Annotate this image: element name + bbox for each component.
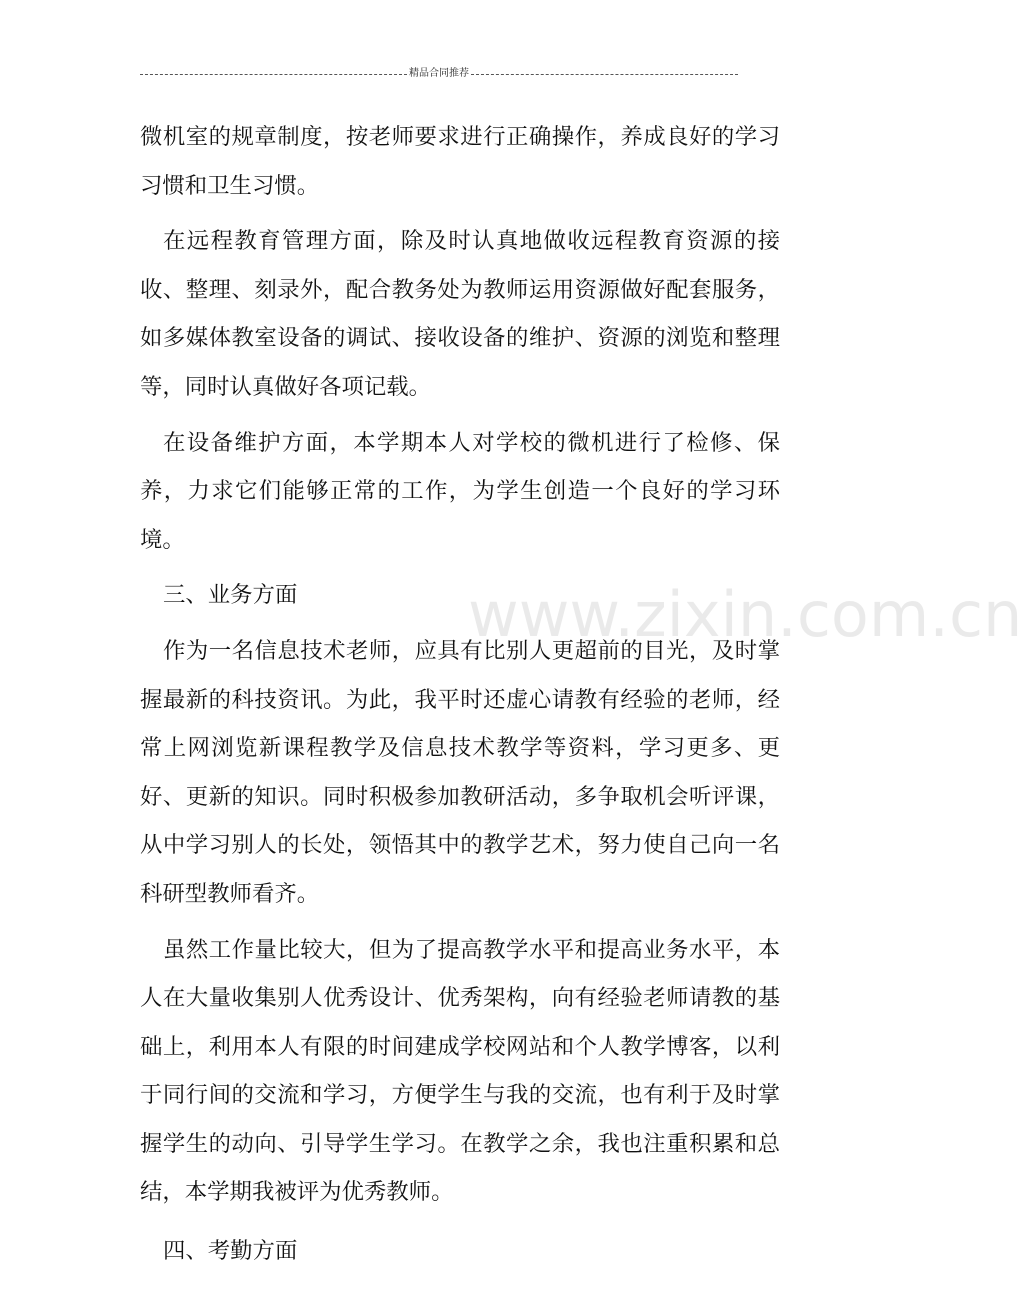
- paragraph-workload: 虽然工作量比较大，但为了提高教学水平和提高业务水平，本人在大量收集别人优秀设计、优秀架构，向有经验老师请教的基础上，利用本人有限的时间建成学校网站和个人教学博客，以利于同行间的交流和学习，方便学生与我的交流，也有利于及时掌握学生的动向、引导学生学习。在教学之余，我也注重积累和总结，本学期我被评为优秀教师。: [140, 936, 780, 1206]
- section-heading-business: 三、业务方面: [163, 582, 298, 609]
- page-header: [140, 68, 738, 80]
- section-heading-attendance: 四、考勤方面: [163, 1238, 298, 1265]
- paragraph-equipment-maintenance: 在设备维护方面，本学期本人对学校的微机进行了检修、保养，力求它们能够正常的工作，为学生创造一个良好的学习环境。: [140, 429, 780, 553]
- header-rule-left: [140, 74, 407, 75]
- paragraph-continuation: 微机室的规章制度，按老师要求进行正确操作，养成良好的学习习惯和卫生习惯。: [140, 124, 780, 199]
- header-rule-right: [471, 74, 738, 75]
- header-label: 精品合同推荐: [409, 68, 469, 79]
- watermark: www.zixin.com.cn: [468, 578, 1022, 651]
- document-body: [140, 113, 780, 1283]
- paragraph-remote-education: 在远程教育管理方面，除及时认真地做收远程教育资源的接收、整理、刻录外，配合教务处为教师运用资源做好配套服务，如多媒体教室设备的调试、接收设备的维护、资源的浏览和整理等，同时认真做好各项记载。: [140, 228, 780, 400]
- paragraph-it-teacher: 作为一名信息技术老师，应具有比别人更超前的目光，及时掌握最新的科技资讯。为此，我平时还虚心请教有经验的老师，经常上网浏览新课程教学及信息技术教学等资料，学习更多、更好、更新的知识。同时积极参加教研活动，多争取机会听评课，从中学习别人的长处，领悟其中的教学艺术，努力使自己向一名科研型教师看齐。: [140, 637, 780, 907]
